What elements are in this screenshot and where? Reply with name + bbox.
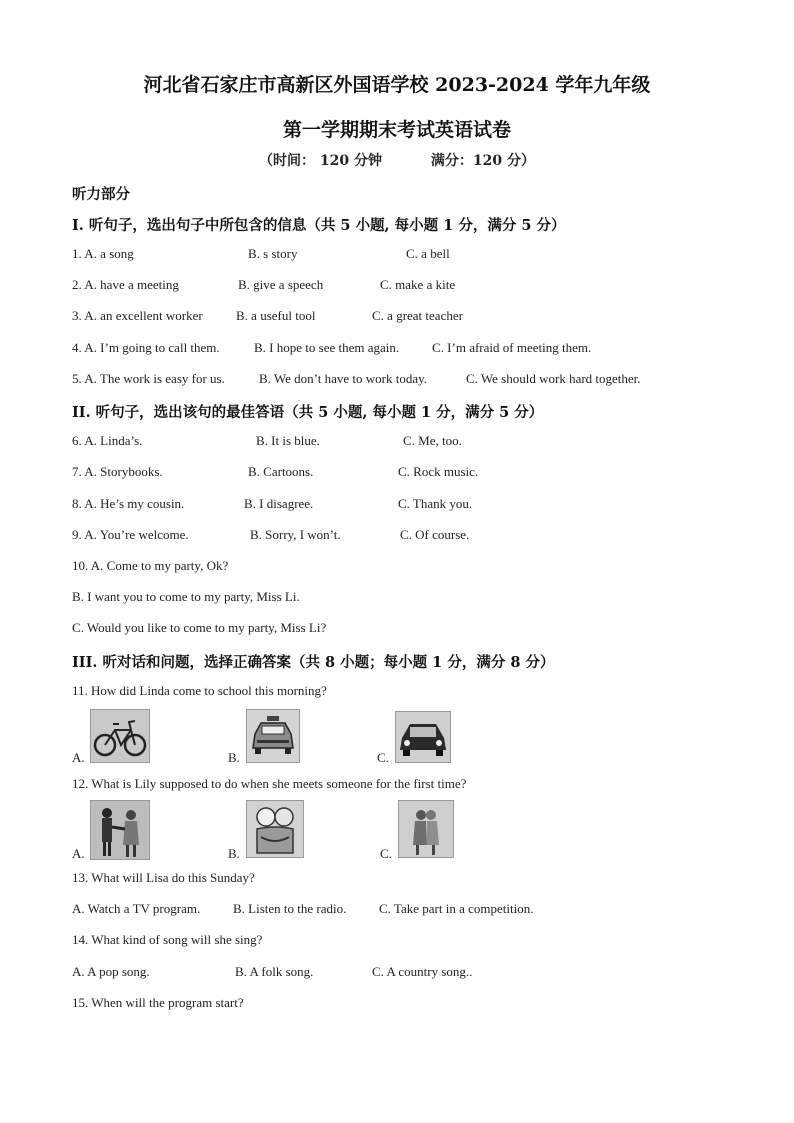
question-10-c: C. Would you like to come to my party, Miss Li? bbox=[72, 620, 327, 635]
q5-option-b: B. We don’t have to work today. bbox=[259, 371, 428, 386]
q1-option-a: 1. A. a song bbox=[72, 246, 134, 261]
q4-option-b: B. I hope to see them again. bbox=[254, 340, 400, 355]
bicycle-picture bbox=[90, 709, 150, 763]
hug-picture bbox=[246, 800, 304, 858]
exam-score: 满分：120 分） bbox=[430, 153, 535, 169]
q12-label-c: C. bbox=[380, 846, 392, 861]
exam-title-line2: 第一学期期末考试英语试卷 bbox=[282, 119, 511, 141]
section3-heading: III. 听对话和问题，选择正确答案（共 8 小题；每小题 1 分，满分 8 分） bbox=[72, 654, 555, 671]
q12-label-b: B. bbox=[228, 846, 240, 861]
q2-option-c: C. make a kite bbox=[380, 277, 456, 292]
q7-option-c: C. Rock music. bbox=[398, 464, 479, 479]
q3-option-b: B. a useful tool bbox=[236, 308, 316, 323]
taxi-icon bbox=[247, 710, 299, 762]
q9-option-b: B. Sorry, I won’t. bbox=[250, 527, 341, 542]
question-14: 14. What kind of song will she sing? bbox=[72, 932, 263, 947]
q1-option-c: C. a bell bbox=[406, 246, 450, 261]
q3-option-c: C. a great teacher bbox=[372, 308, 463, 323]
q8-option-c: C. Thank you. bbox=[398, 496, 473, 511]
q13-option-a: A. Watch a TV program. bbox=[72, 901, 201, 916]
q14-option-a: A. A pop song. bbox=[72, 964, 150, 979]
question-15: 15. When will the program start? bbox=[72, 995, 244, 1010]
exam-time: （时间： 120 分钟 bbox=[259, 153, 382, 169]
q6-option-a: 6. A. Linda’s. bbox=[72, 433, 143, 448]
q1-option-b: B. s story bbox=[248, 246, 298, 261]
q13-option-b: B. Listen to the radio. bbox=[233, 901, 347, 916]
handshake-icon bbox=[91, 801, 149, 859]
question-12: 12. What is Lily supposed to do when she meets someone for the first time? bbox=[72, 776, 467, 791]
question-11: 11. How did Linda come to school this morning? bbox=[72, 683, 327, 698]
exam-title-line1: 河北省石家庄市高新区外国语学校 2023-2024 学年九年级 bbox=[143, 74, 651, 96]
question-13: 13. What will Lisa do this Sunday? bbox=[72, 870, 255, 885]
q4-option-c: C. I’m afraid of meeting them. bbox=[432, 340, 592, 355]
q11-label-a: A. bbox=[72, 750, 85, 765]
q9-option-a: 9. A. You’re welcome. bbox=[72, 527, 189, 542]
q13-option-c: C. Take part in a competition. bbox=[379, 901, 534, 916]
question-10-a: 10. A. Come to my party, Ok? bbox=[72, 558, 229, 573]
hug-icon bbox=[247, 801, 303, 857]
taxi-picture bbox=[246, 709, 300, 763]
q9-option-c: C. Of course. bbox=[400, 527, 470, 542]
car-picture bbox=[395, 711, 451, 763]
q5-option-a: 5. A. The work is easy for us. bbox=[72, 371, 225, 386]
q2-option-b: B. give a speech bbox=[238, 277, 324, 292]
q12-label-a: A. bbox=[72, 846, 85, 861]
q14-option-b: B. A folk song. bbox=[235, 964, 314, 979]
q11-label-c: C. bbox=[377, 750, 389, 765]
q5-option-c: C. We should work hard together. bbox=[466, 371, 641, 386]
q6-option-c: C. Me, too. bbox=[403, 433, 462, 448]
q7-option-b: B. Cartoons. bbox=[248, 464, 314, 479]
q6-option-b: B. It is blue. bbox=[256, 433, 320, 448]
car-icon bbox=[396, 712, 450, 762]
bicycle-icon bbox=[91, 710, 149, 762]
q4-option-a: 4. A. I’m going to call them. bbox=[72, 340, 220, 355]
kiss-picture bbox=[398, 800, 454, 858]
section1-heading: I. 听句子，选出句子中所包含的信息（共 5 小题, 每小题 1 分，满分 5 分） bbox=[72, 217, 566, 234]
exam-meta bbox=[0, 150, 794, 170]
q8-option-b: B. I disagree. bbox=[244, 496, 314, 511]
section2-heading: II. 听句子，选出该句的最佳答语（共 5 小题, 每小题 1 分，满分 5 分） bbox=[72, 404, 544, 421]
q7-option-a: 7. A. Storybooks. bbox=[72, 464, 163, 479]
q2-option-a: 2. A. have a meeting bbox=[72, 277, 179, 292]
q8-option-a: 8. A. He’s my cousin. bbox=[72, 496, 185, 511]
question-10-b: B. I want you to come to my party, Miss Li. bbox=[72, 589, 300, 604]
listening-label: 听力部分 bbox=[72, 186, 130, 203]
handshake-picture bbox=[90, 800, 150, 860]
q11-label-b: B. bbox=[228, 750, 240, 765]
kiss-icon bbox=[399, 801, 453, 857]
q3-option-a: 3. A. an excellent worker bbox=[72, 308, 203, 323]
q14-option-c: C. A country song.. bbox=[372, 964, 473, 979]
